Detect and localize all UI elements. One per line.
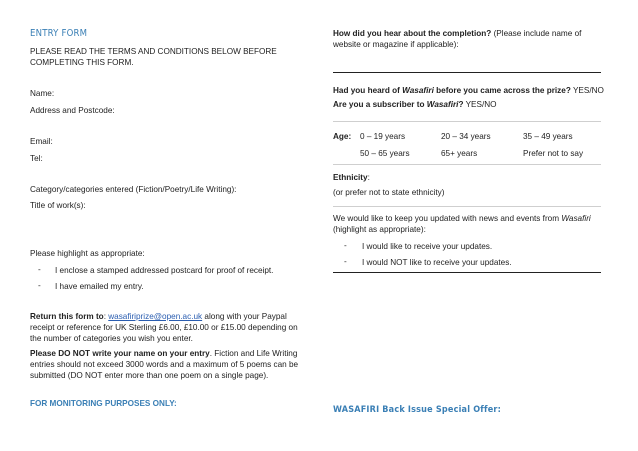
return-email-link[interactable]: wasafiriprize@open.ac.uk [108, 312, 203, 321]
instructions-line-2: COMPLETING THIS FORM. [30, 58, 134, 67]
ethnicity-colon: : [367, 173, 370, 182]
divider-1 [333, 121, 601, 122]
donot-label: Please DO NOT write your name on your entry [30, 349, 210, 358]
age-option-0-19[interactable]: 0 – 19 years [360, 132, 406, 141]
donot-line-1 [30, 348, 297, 359]
monitoring-heading: FOR MONITORING PURPOSES ONLY: [30, 399, 177, 408]
return-line-3: the number of categories you wish you enter. [30, 334, 193, 343]
heard-question [333, 85, 604, 96]
return-line-1 [30, 311, 287, 322]
address-field-label[interactable]: Address and Postcode: [30, 106, 115, 115]
return-line-2: receipt or reference for UK Sterling £6.00, £10.00 or £15.00 depending on [30, 323, 298, 332]
hear-question: How did you hear about the completion? [333, 29, 492, 38]
age-option-35-49[interactable]: 35 – 49 years [523, 132, 573, 141]
highlight-label: Please highlight as appropriate: [30, 249, 145, 258]
updates-opt-out[interactable]: I would NOT like to receive your updates. [362, 258, 512, 267]
subscriber-question [333, 99, 497, 110]
bullet-dash-2: - [38, 281, 41, 290]
age-option-20-34[interactable]: 20 – 34 years [441, 132, 491, 141]
updates-line-2: (highlight as appropriate): [333, 225, 426, 234]
title-field-label[interactable]: Title of work(s): [30, 201, 86, 210]
divider-2 [333, 164, 601, 165]
back-issue-offer-heading: WASAFIRI Back Issue Special Offer: [333, 405, 502, 415]
donot-line-2: entries should not exceed 3000 words and a maximum of 5 poems can be [30, 360, 299, 369]
heard-wasafiri: Wasafiri [402, 86, 434, 95]
updates-line-1 [333, 213, 591, 224]
donot-rest: . Fiction and Life Writing [209, 349, 298, 358]
sub-answer[interactable]: YES/NO [463, 100, 497, 109]
hear-note: (Please include name of [491, 29, 582, 38]
age-option-prefer-not[interactable]: Prefer not to say [523, 149, 584, 158]
postcard-option[interactable]: I enclose a stamped addressed postcard for proof of receipt. [55, 266, 274, 275]
ethnicity-label: Ethnicity [333, 173, 368, 182]
heard-prefix: Had you heard of [333, 86, 403, 95]
entry-form-heading: ENTRY FORM [30, 28, 88, 39]
emailed-option[interactable]: I have emailed my entry. [55, 282, 144, 291]
hear-question-line-2: website or magazine if applicable): [333, 40, 459, 49]
hear-question-line-1 [333, 28, 581, 39]
email-field-label[interactable]: Email: [30, 137, 53, 146]
updates-wasafiri: Wasafiri [561, 214, 591, 223]
tel-field-label[interactable]: Tel: [30, 154, 43, 163]
updates-opt-in[interactable]: I would like to receive your updates. [362, 242, 493, 251]
updates-dash-2: - [344, 257, 347, 266]
updates-dash-1: - [344, 241, 347, 250]
sub-suffix: ? [458, 100, 464, 109]
bullet-dash-1: - [38, 265, 41, 274]
donot-line-3: submitted (DO NOT enter more than one poem on a single page). [30, 371, 269, 380]
hear-answer-line[interactable] [333, 72, 601, 73]
sub-prefix: Are you a subscriber to [333, 100, 427, 109]
age-option-65-plus[interactable]: 65+ years [441, 149, 478, 158]
divider-3 [333, 206, 601, 207]
return-rest: along with your Paypal [202, 312, 287, 321]
sub-wasafiri: Wasafiri [426, 100, 459, 109]
return-label: Return this form to [30, 312, 104, 321]
divider-4 [333, 272, 601, 273]
category-field-label[interactable]: Category/categories entered (Fiction/Poetry/Life Writing): [30, 185, 237, 194]
ethnicity-note[interactable]: (or prefer not to state ethnicity) [333, 188, 445, 197]
updates-text: We would like to keep you updated with news and events from [333, 214, 562, 223]
name-field-label[interactable]: Name: [30, 89, 55, 98]
return-colon: : [103, 312, 106, 321]
instructions-line-1: PLEASE READ THE TERMS AND CONDITIONS BELOW BEFORE [30, 47, 277, 56]
ethnicity-line [333, 172, 370, 183]
heard-answer[interactable]: YES/NO [570, 86, 604, 95]
heard-suffix: before you came across the prize? [433, 86, 571, 95]
age-label: Age: [333, 132, 352, 141]
age-option-50-65[interactable]: 50 – 65 years [360, 149, 410, 158]
